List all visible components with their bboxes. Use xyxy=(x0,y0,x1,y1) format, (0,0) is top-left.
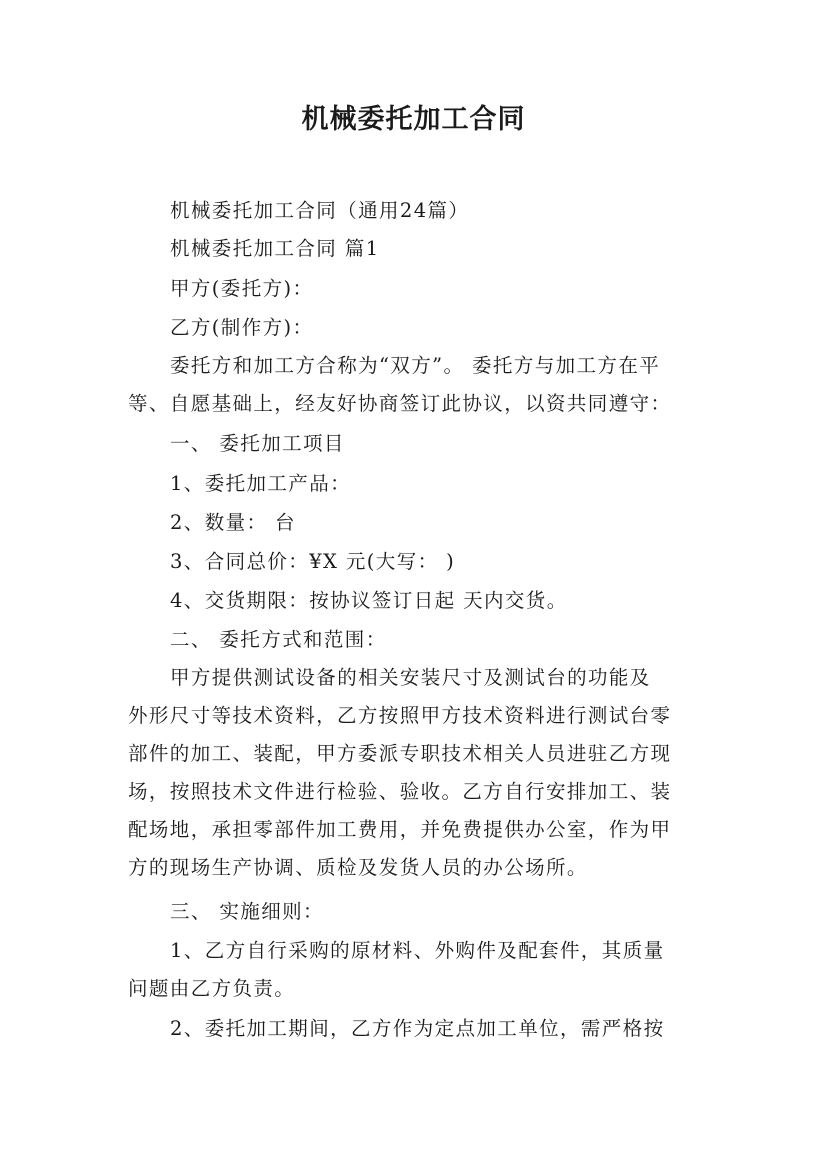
paragraph-line: 1、乙方自行采购的原材料、外购件及配套件，其质量 xyxy=(170,939,665,962)
party-a-line: 甲方(委托方)： xyxy=(170,277,314,300)
section-1-title: 一、 委托加工项目 xyxy=(170,432,345,455)
paragraph-line: 部件的加工、装配，甲方委派专职技术相关人员进驻乙方现 xyxy=(128,742,672,765)
section-1-item: 2、数量： 台 xyxy=(170,511,296,534)
section-1-item: 4、交货期限：按协议签订日起 天内交货。 xyxy=(170,589,568,612)
section-3-title: 三、 实施细则： xyxy=(170,900,324,923)
paragraph-line: 外形尺寸等技术资料，乙方按照甲方技术资料进行测试台零 xyxy=(128,704,672,727)
paragraph-line: 2、委托加工期间，乙方作为定点加工单位，需严格按 xyxy=(170,1017,665,1040)
paragraph-line: 场，按照技术文件进行检验、验收。乙方自行安排加工、装 xyxy=(128,780,672,803)
paragraph-line: 甲方提供测试设备的相关安装尺寸及测试台的功能及 xyxy=(170,666,651,689)
intro-paragraph xyxy=(128,347,728,423)
chapter-heading: 机械委托加工合同 篇1 xyxy=(170,237,380,260)
party-b-line: 乙方(制作方)： xyxy=(170,316,314,339)
section-2-paragraph xyxy=(128,659,728,887)
section-3-item-2 xyxy=(128,1010,728,1048)
intro-line: 等、自愿基础上，经友好协商签订此协议，以资共同遵守： xyxy=(128,392,672,415)
section-2-title: 二、 委托方式和范围： xyxy=(170,628,387,651)
section-3-item-1 xyxy=(128,932,728,1008)
section-1-item: 1、委托加工产品： xyxy=(170,472,352,495)
paragraph-line: 配场地，承担零部件加工费用，并免费提供办公室，作为甲 xyxy=(128,818,672,841)
document-title: 机械委托加工合同 xyxy=(301,104,526,135)
paragraph-line: 问题由乙方负责。 xyxy=(128,977,296,1000)
paragraph-line: 方的现场生产协调、质检及发货人员的办公场所。 xyxy=(128,856,588,879)
section-1-item: 3、合同总价：¥X 元(大写： ) xyxy=(170,550,456,573)
intro-line: 委托方和加工方合称为“双方”。 委托方与加工方在平 xyxy=(170,354,661,377)
document-subtitle: 机械委托加工合同（通用24篇） xyxy=(170,199,470,222)
